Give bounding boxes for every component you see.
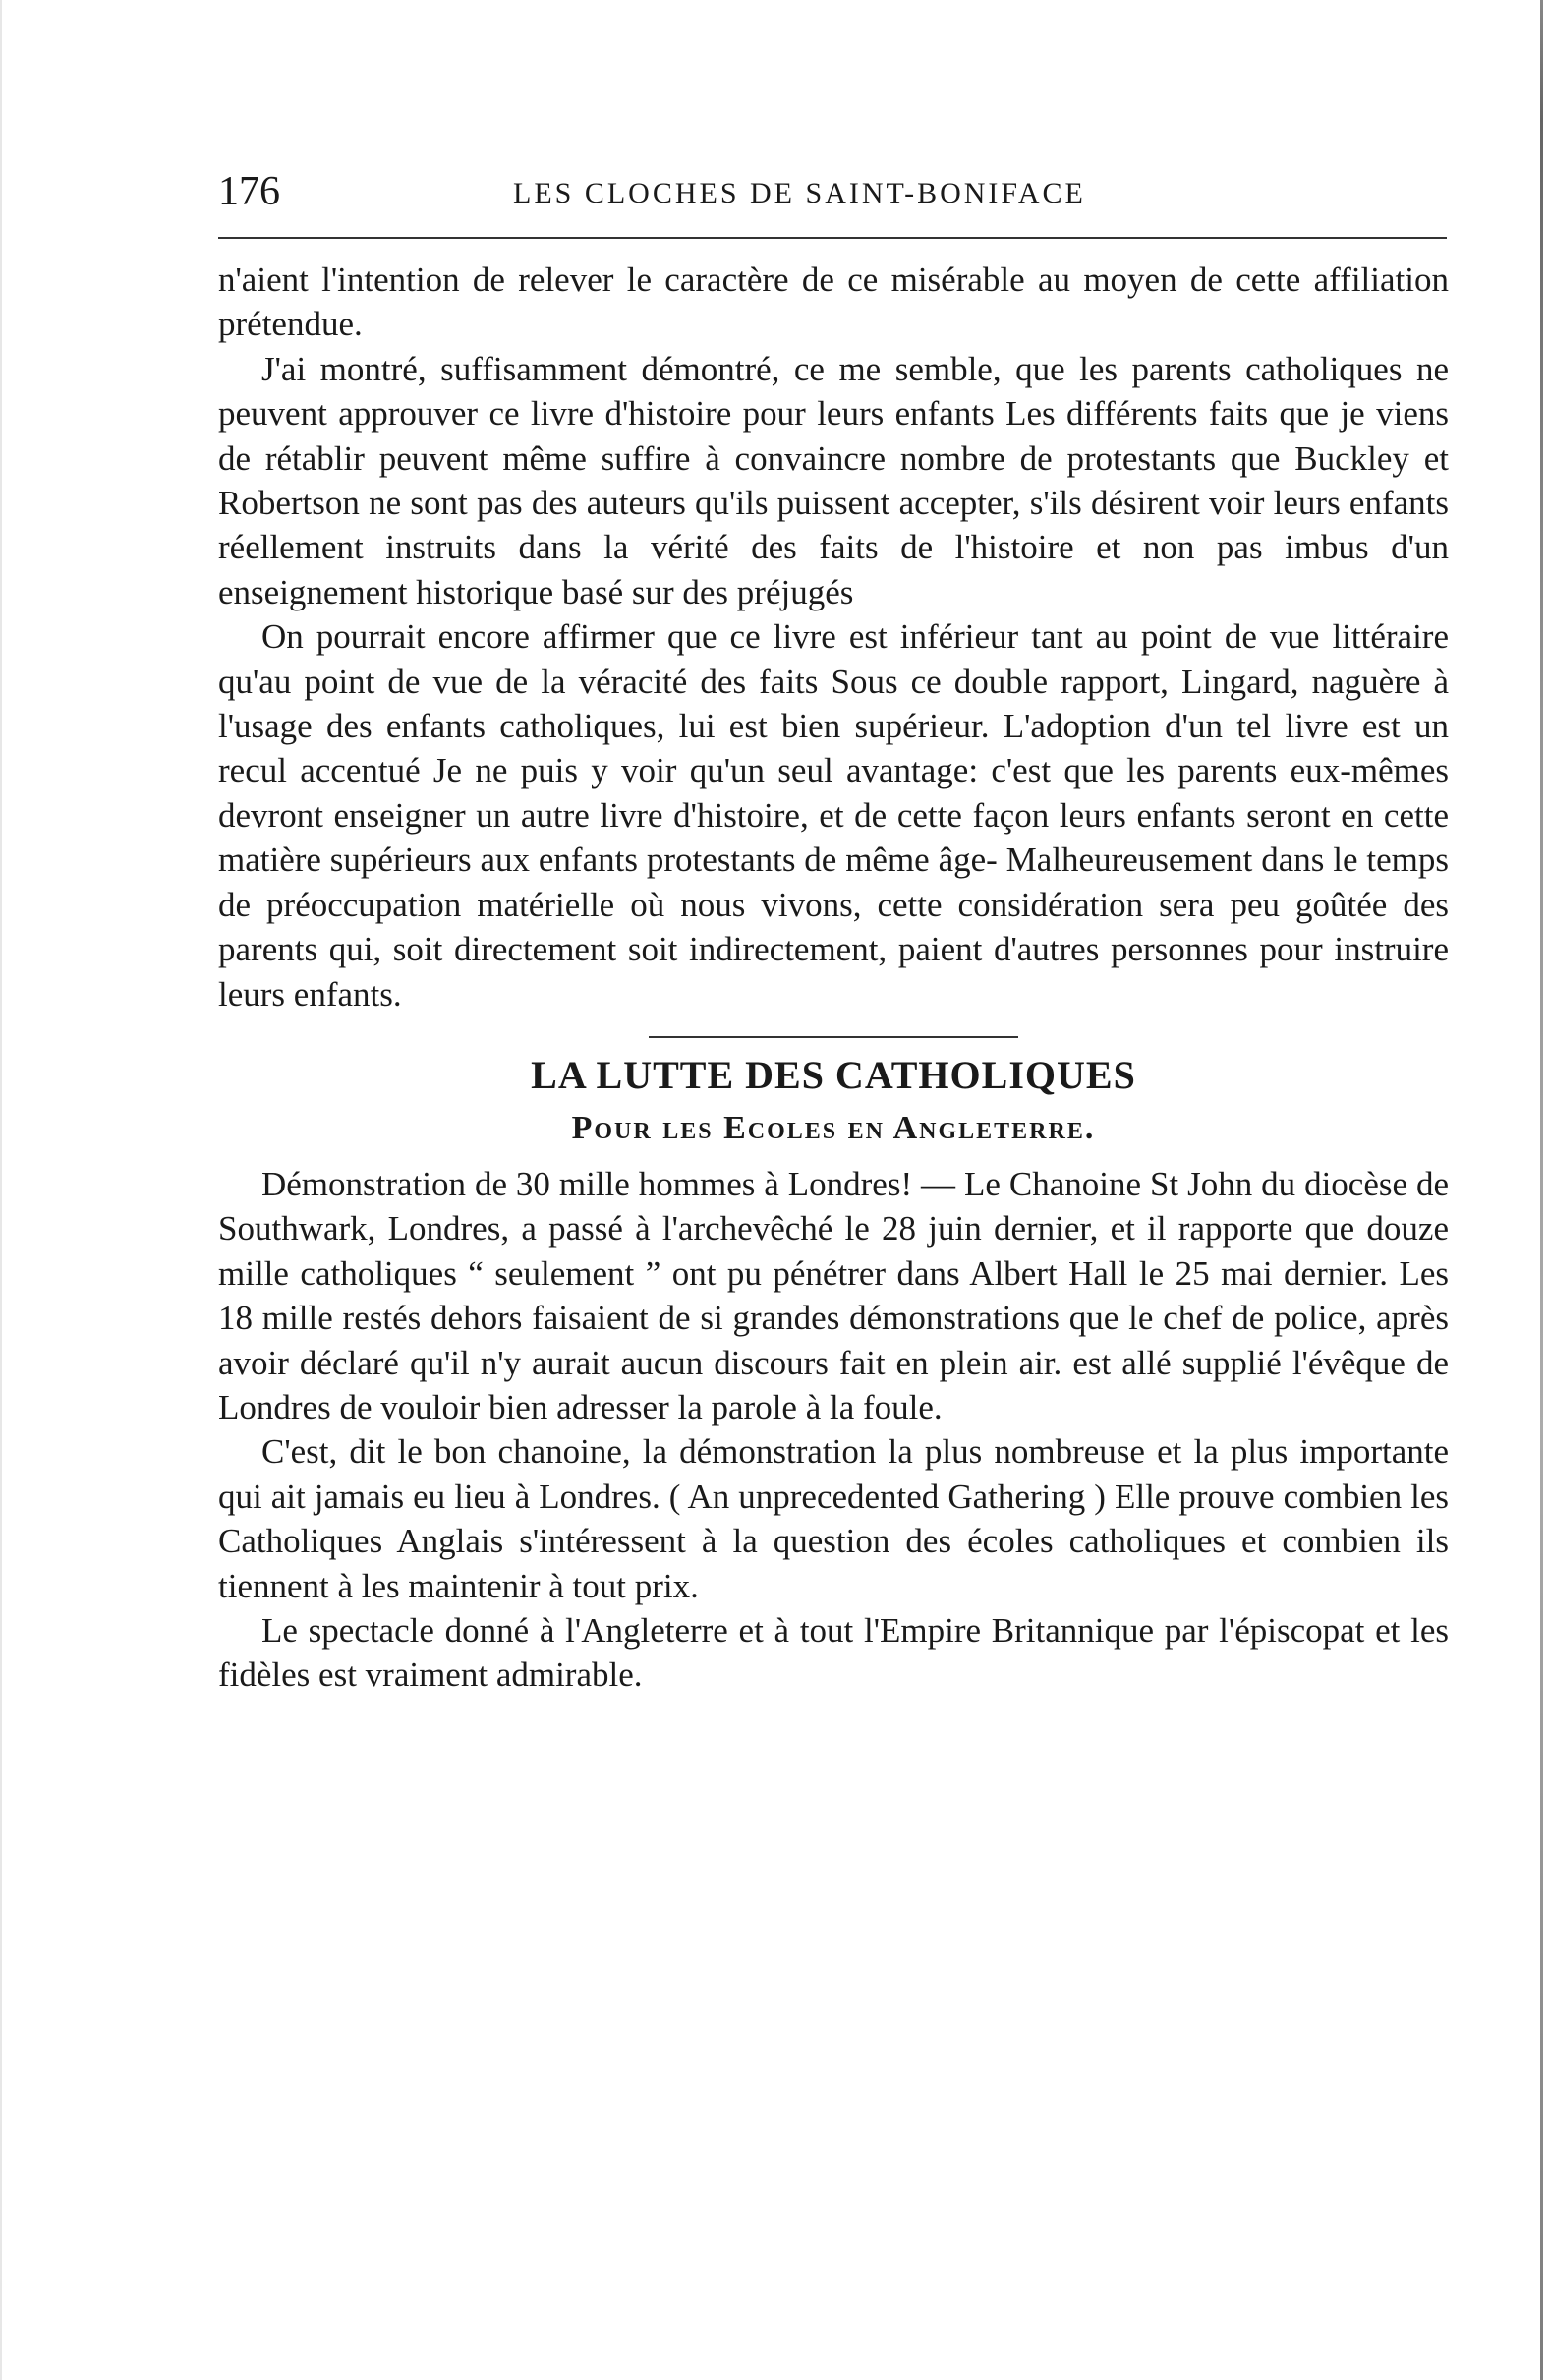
page-body bbox=[218, 258, 1449, 1698]
paragraph: C'est, dit le bon chanoine, la démonstration la plus nombreuse et la plus importante qui ait jamais eu lieu à Londres. ( An unprecedented Gathering ) Elle prouve combien les Catholiques Anglais s'intéressent à la question des écoles catholiques et combien ils tiennent à les maintenir à tout prix. bbox=[218, 1432, 1449, 1605]
paragraph-continued: n'aient l'intention de relever le caractère de ce misérable au moyen de cette affiliation prétendue. bbox=[218, 261, 1449, 344]
paragraph: Le spectacle donné à l'Angleterre et à tout l'Empire Britannique par l'épiscopat et les fidèles est vraiment admirable. bbox=[218, 1610, 1449, 1695]
section-rule bbox=[649, 1036, 1018, 1038]
paragraph: J'ai montré, suffisamment démontré, ce me semble, que les parents catholiques ne peuvent approuver ce livre d'histoire pour leurs enfants Les différents faits que je viens de rétablir peuvent même suffire à convaincre nombre de protestants que Buckley et Robertson ne sont pas des auteurs qu'ils puissent accepter, s'ils désirent voir leurs enfants réellement instruits dans la vérité des faits de l'histoire et non pas imbus d'un enseignement historique basé sur des préjugés bbox=[218, 349, 1449, 611]
page-right-edge bbox=[1540, 0, 1543, 2380]
page-number: 176 bbox=[218, 169, 280, 214]
header-rule bbox=[218, 237, 1447, 239]
section-title: LA LUTTE DES CATHOLIQUES bbox=[531, 1052, 1136, 1097]
paragraph: On pourrait encore affirmer que ce livre est inférieur tant au point de vue littéraire qu'au point de vue de la véracité des faits Sous ce double rapport, Lingard, naguère à l'usage des enfants catholiques, lui est bien supérieur. L'adoption d'un tel livre est un recul accentué Je ne puis y voir qu'un seul avantage: c'est que les parents eux-mêmes devront enseigner un autre livre d'histoire, et de cette façon leurs enfants seront en cette matière supérieurs aux enfants protestants de même âge- Malheureusement dans le temps de préoccupation matérielle où nous vivons, cette considération sera peu goûtée des parents qui, soit directement soit indirectement, paient d'autres personnes pour instruire leurs enfants. bbox=[218, 617, 1449, 1014]
section-subtitle: Pour les Ecoles en Angleterre. bbox=[571, 1109, 1096, 1146]
running-title: LES CLOCHES DE SAINT-BONIFACE bbox=[513, 177, 1086, 209]
page-header bbox=[218, 162, 1447, 221]
paragraph: Démonstration de 30 mille hommes à Londres! — Le Chanoine St John du diocèse de Southwark, Londres, a passé à l'archevêché le 28 juin dernier, et il rapporte que douze mille catholiques “ seulement ” ont pu pénétrer dans Albert Hall le 25 mai dernier. Les 18 mille restés dehors faisaient de si grandes démonstrations que le chef de police, après avoir déclaré qu'il n'y aurait aucun discours fait en plein air. est allé supplié l'évêque de Londres de vouloir bien adresser la parole à la foule. bbox=[218, 1164, 1449, 1426]
page-left-edge bbox=[0, 0, 2, 2380]
